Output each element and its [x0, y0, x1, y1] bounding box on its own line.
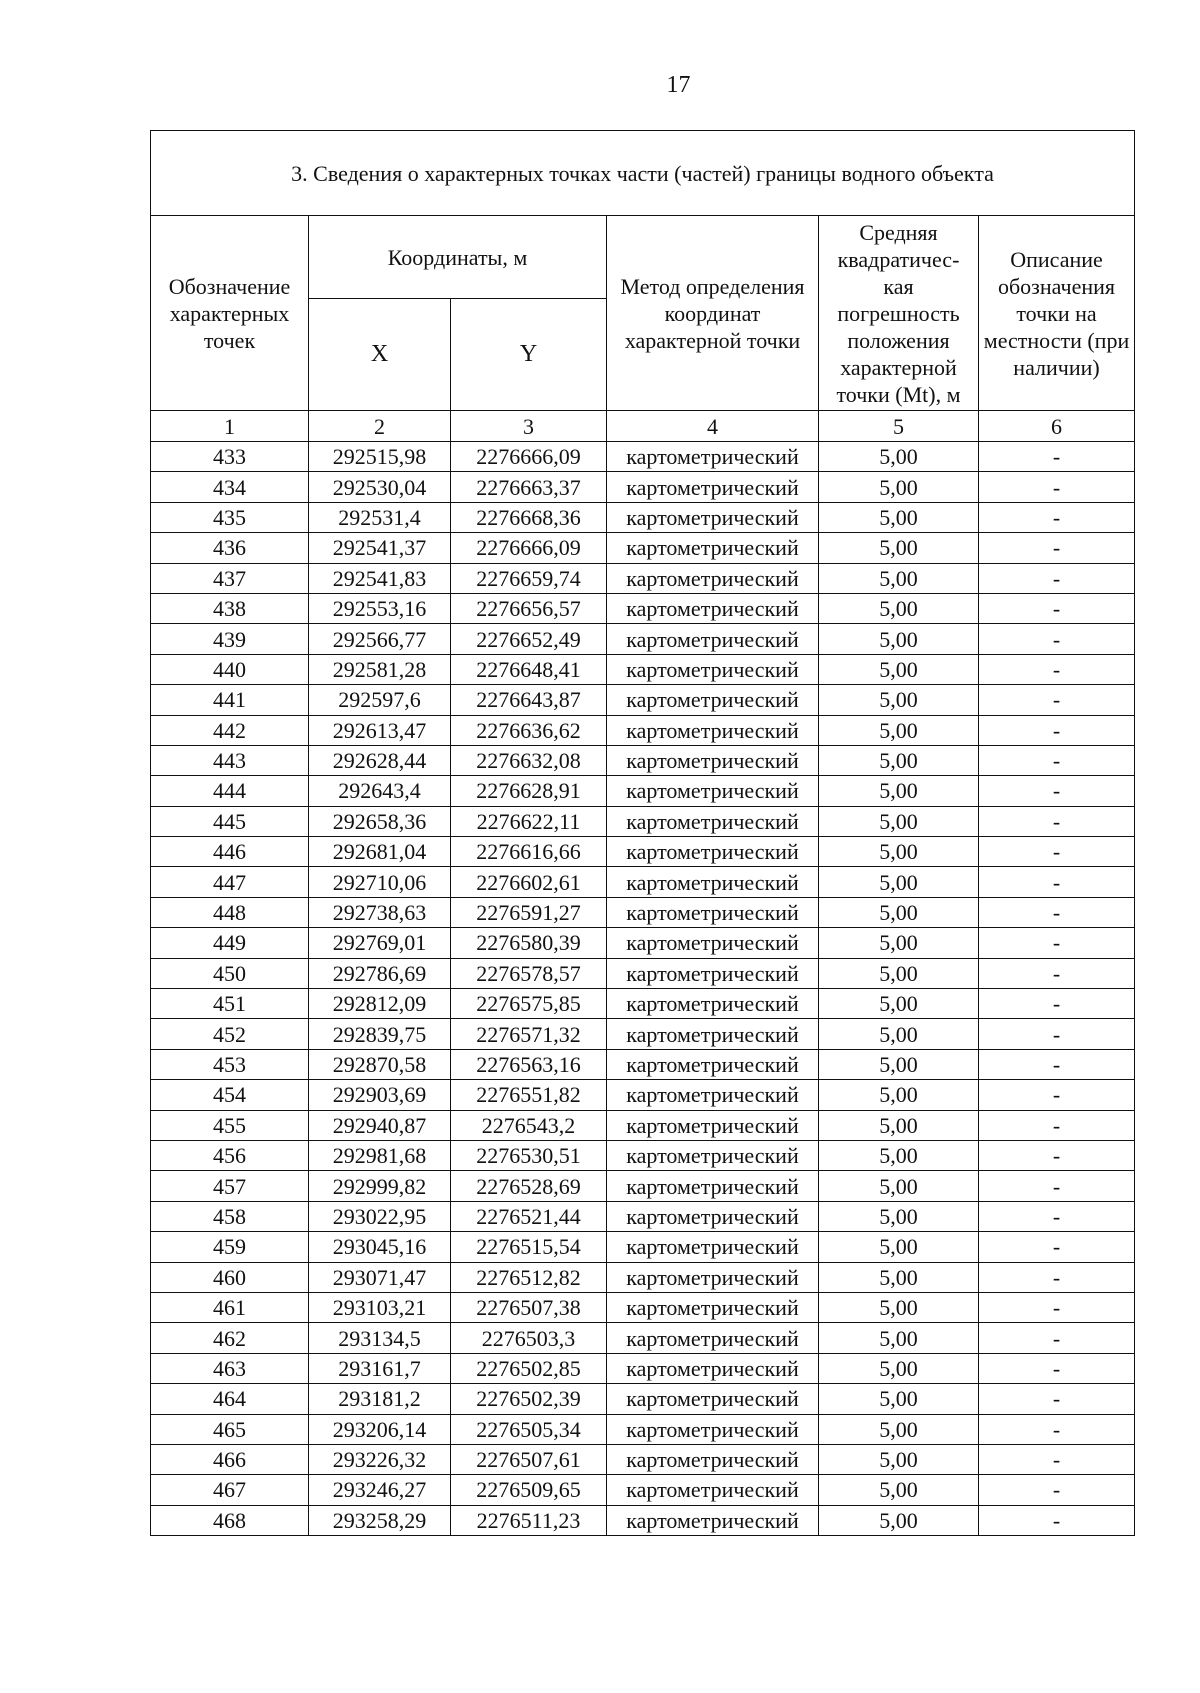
column-number-row [151, 411, 1135, 442]
method-cell: картометрический [607, 837, 819, 867]
method-cell: картометрический [607, 715, 819, 745]
description-cell: - [979, 1475, 1135, 1505]
point-id-cell: 438 [151, 593, 309, 623]
description-cell: - [979, 533, 1135, 563]
method-cell: картометрический [607, 624, 819, 654]
table-row [151, 1049, 1135, 1079]
table-row [151, 1414, 1135, 1444]
table-row [151, 1110, 1135, 1140]
method-cell: картометрический [607, 958, 819, 988]
y-coordinate-cell: 2276578,57 [451, 958, 607, 988]
method-cell: картометрический [607, 897, 819, 927]
point-id-cell: 449 [151, 928, 309, 958]
x-coordinate-cell: 292531,4 [309, 502, 451, 532]
point-id-cell: 439 [151, 624, 309, 654]
table-row [151, 1475, 1135, 1505]
table-row [151, 1323, 1135, 1353]
table-row [151, 654, 1135, 684]
description-cell: - [979, 1080, 1135, 1110]
x-coordinate-cell: 292597,6 [309, 685, 451, 715]
error-cell: 5,00 [819, 1505, 979, 1535]
x-coordinate-cell: 292710,06 [309, 867, 451, 897]
point-id-cell: 454 [151, 1080, 309, 1110]
table-row [151, 958, 1135, 988]
error-cell: 5,00 [819, 1384, 979, 1414]
method-cell: картометрический [607, 1414, 819, 1444]
method-cell: картометрический [607, 1019, 819, 1049]
x-coordinate-cell: 293022,95 [309, 1201, 451, 1231]
description-cell: - [979, 1232, 1135, 1262]
y-coordinate-cell: 2276509,65 [451, 1475, 607, 1505]
error-cell: 5,00 [819, 1049, 979, 1079]
method-cell: картометрический [607, 593, 819, 623]
description-cell: - [979, 654, 1135, 684]
method-cell: картометрический [607, 533, 819, 563]
point-id-cell: 437 [151, 563, 309, 593]
y-coordinate-cell: 2276563,16 [451, 1049, 607, 1079]
y-coordinate-cell: 2276575,85 [451, 989, 607, 1019]
point-id-cell: 457 [151, 1171, 309, 1201]
error-cell: 5,00 [819, 1414, 979, 1444]
error-cell: 5,00 [819, 837, 979, 867]
point-id-cell: 444 [151, 776, 309, 806]
error-cell: 5,00 [819, 897, 979, 927]
table-row [151, 897, 1135, 927]
description-cell: - [979, 745, 1135, 775]
point-id-cell: 447 [151, 867, 309, 897]
x-coordinate-cell: 292870,58 [309, 1049, 451, 1079]
point-id-cell: 458 [151, 1201, 309, 1231]
description-cell: - [979, 806, 1135, 836]
point-id-cell: 450 [151, 958, 309, 988]
error-cell: 5,00 [819, 1019, 979, 1049]
error-cell: 5,00 [819, 502, 979, 532]
y-coordinate-cell: 2276507,61 [451, 1444, 607, 1474]
x-coordinate-cell: 293071,47 [309, 1262, 451, 1292]
table-row [151, 442, 1135, 472]
error-cell: 5,00 [819, 989, 979, 1019]
method-cell: картометрический [607, 472, 819, 502]
error-cell: 5,00 [819, 685, 979, 715]
x-coordinate-cell: 293206,14 [309, 1414, 451, 1444]
error-cell: 5,00 [819, 533, 979, 563]
error-cell: 5,00 [819, 1262, 979, 1292]
method-cell: картометрический [607, 685, 819, 715]
error-cell: 5,00 [819, 776, 979, 806]
table-row [151, 776, 1135, 806]
table-row [151, 563, 1135, 593]
y-coordinate-cell: 2276515,54 [451, 1232, 607, 1262]
x-coordinate-cell: 292643,4 [309, 776, 451, 806]
table-title: 3. Сведения о характерных точках части (частей) границы водного объекта [151, 131, 1135, 216]
y-coordinate-cell: 2276511,23 [451, 1505, 607, 1535]
x-coordinate-cell: 292628,44 [309, 745, 451, 775]
method-cell: картометрический [607, 989, 819, 1019]
point-id-cell: 452 [151, 1019, 309, 1049]
method-cell: картометрический [607, 745, 819, 775]
description-cell: - [979, 1171, 1135, 1201]
y-coordinate-cell: 2276616,66 [451, 837, 607, 867]
table-row [151, 1353, 1135, 1383]
error-cell: 5,00 [819, 624, 979, 654]
point-id-cell: 463 [151, 1353, 309, 1383]
method-cell: картометрический [607, 1323, 819, 1353]
method-cell: картометрический [607, 1201, 819, 1231]
y-coordinate-cell: 2276636,62 [451, 715, 607, 745]
header-error-label: Средняя квадратичес-кая погрешность положения характерной точки (Mt), м [836, 219, 961, 407]
point-id-cell: 441 [151, 685, 309, 715]
method-cell: картометрический [607, 442, 819, 472]
y-coordinate-cell: 2276666,09 [451, 442, 607, 472]
x-coordinate-cell: 292515,98 [309, 442, 451, 472]
table-row [151, 989, 1135, 1019]
table-row [151, 1384, 1135, 1414]
error-cell: 5,00 [819, 1444, 979, 1474]
y-coordinate-cell: 2276659,74 [451, 563, 607, 593]
table-row [151, 502, 1135, 532]
x-coordinate-cell: 293134,5 [309, 1323, 451, 1353]
x-coordinate-cell: 292613,47 [309, 715, 451, 745]
method-cell: картометрический [607, 1262, 819, 1292]
description-cell: - [979, 1019, 1135, 1049]
description-cell: - [979, 776, 1135, 806]
method-cell: картометрический [607, 1353, 819, 1383]
description-cell: - [979, 1444, 1135, 1474]
point-id-cell: 451 [151, 989, 309, 1019]
header-y: Y [451, 299, 607, 411]
header-method-label: Метод определения координат характерной точки [620, 273, 805, 353]
table-row [151, 1232, 1135, 1262]
point-id-cell: 465 [151, 1414, 309, 1444]
table-row [151, 928, 1135, 958]
description-cell: - [979, 928, 1135, 958]
point-id-cell: 442 [151, 715, 309, 745]
x-coordinate-cell: 293181,2 [309, 1384, 451, 1414]
description-cell: - [979, 472, 1135, 502]
point-id-cell: 455 [151, 1110, 309, 1140]
x-coordinate-cell: 292903,69 [309, 1080, 451, 1110]
header-point [151, 216, 309, 411]
x-coordinate-cell: 292530,04 [309, 472, 451, 502]
x-coordinate-cell: 292769,01 [309, 928, 451, 958]
method-cell: картометрический [607, 1384, 819, 1414]
description-cell: - [979, 1262, 1135, 1292]
error-cell: 5,00 [819, 745, 979, 775]
y-coordinate-cell: 2276643,87 [451, 685, 607, 715]
point-id-cell: 453 [151, 1049, 309, 1079]
table-row [151, 1505, 1135, 1535]
x-coordinate-cell: 293161,7 [309, 1353, 451, 1383]
description-cell: - [979, 837, 1135, 867]
header-description-label: Описание обозначения точки на местности (при наличии) [983, 246, 1130, 380]
x-coordinate-cell: 293103,21 [309, 1292, 451, 1322]
x-coordinate-cell: 293045,16 [309, 1232, 451, 1262]
description-cell: - [979, 1292, 1135, 1322]
x-coordinate-cell: 292786,69 [309, 958, 451, 988]
table-row [151, 1292, 1135, 1322]
x-coordinate-cell: 293226,32 [309, 1444, 451, 1474]
x-coordinate-cell: 292940,87 [309, 1110, 451, 1140]
y-coordinate-cell: 2276502,85 [451, 1353, 607, 1383]
table-row [151, 1444, 1135, 1474]
method-cell: картометрический [607, 1292, 819, 1322]
error-cell: 5,00 [819, 1110, 979, 1140]
table-row [151, 624, 1135, 654]
point-id-cell: 468 [151, 1505, 309, 1535]
description-cell: - [979, 1049, 1135, 1079]
error-cell: 5,00 [819, 593, 979, 623]
table-row [151, 1019, 1135, 1049]
y-coordinate-cell: 2276602,61 [451, 867, 607, 897]
x-coordinate-cell: 292681,04 [309, 837, 451, 867]
column-number: 5 [819, 411, 979, 442]
y-coordinate-cell: 2276622,11 [451, 806, 607, 836]
description-cell: - [979, 715, 1135, 745]
point-id-cell: 467 [151, 1475, 309, 1505]
column-number: 2 [309, 411, 451, 442]
x-coordinate-cell: 293258,29 [309, 1505, 451, 1535]
description-cell: - [979, 563, 1135, 593]
point-id-cell: 460 [151, 1262, 309, 1292]
y-coordinate-cell: 2276502,39 [451, 1384, 607, 1414]
table-row [151, 1140, 1135, 1170]
page-number: 17 [666, 72, 691, 98]
y-coordinate-cell: 2276571,32 [451, 1019, 607, 1049]
description-cell: - [979, 442, 1135, 472]
error-cell: 5,00 [819, 1353, 979, 1383]
point-id-cell: 466 [151, 1444, 309, 1474]
error-cell: 5,00 [819, 1171, 979, 1201]
x-coordinate-cell: 292553,16 [309, 593, 451, 623]
point-id-cell: 435 [151, 502, 309, 532]
y-coordinate-cell: 2276512,82 [451, 1262, 607, 1292]
table-row [151, 837, 1135, 867]
x-coordinate-cell: 292541,83 [309, 563, 451, 593]
error-cell: 5,00 [819, 1475, 979, 1505]
header-error [819, 216, 979, 411]
x-coordinate-cell: 292738,63 [309, 897, 451, 927]
error-cell: 5,00 [819, 654, 979, 684]
column-number: 6 [979, 411, 1135, 442]
method-cell: картометрический [607, 1505, 819, 1535]
point-id-cell: 434 [151, 472, 309, 502]
y-coordinate-cell: 2276632,08 [451, 745, 607, 775]
boundary-points-table [150, 130, 1135, 1536]
x-coordinate-cell: 292812,09 [309, 989, 451, 1019]
x-coordinate-cell: 292658,36 [309, 806, 451, 836]
method-cell: картометрический [607, 502, 819, 532]
table-row [151, 593, 1135, 623]
error-cell: 5,00 [819, 563, 979, 593]
method-cell: картометрический [607, 928, 819, 958]
method-cell: картометрический [607, 1140, 819, 1170]
description-cell: - [979, 867, 1135, 897]
y-coordinate-cell: 2276543,2 [451, 1110, 607, 1140]
y-coordinate-cell: 2276663,37 [451, 472, 607, 502]
point-id-cell: 448 [151, 897, 309, 927]
description-cell: - [979, 1505, 1135, 1535]
error-cell: 5,00 [819, 1201, 979, 1231]
point-id-cell: 443 [151, 745, 309, 775]
point-id-cell: 446 [151, 837, 309, 867]
x-coordinate-cell: 292981,68 [309, 1140, 451, 1170]
y-coordinate-cell: 2276591,27 [451, 897, 607, 927]
description-cell: - [979, 1414, 1135, 1444]
error-cell: 5,00 [819, 958, 979, 988]
x-coordinate-cell: 292566,77 [309, 624, 451, 654]
error-cell: 5,00 [819, 1232, 979, 1262]
header-method [607, 216, 819, 411]
point-id-cell: 445 [151, 806, 309, 836]
error-cell: 5,00 [819, 472, 979, 502]
description-cell: - [979, 593, 1135, 623]
method-cell: картометрический [607, 1080, 819, 1110]
x-coordinate-cell: 292541,37 [309, 533, 451, 563]
error-cell: 5,00 [819, 867, 979, 897]
description-cell: - [979, 1201, 1135, 1231]
point-id-cell: 440 [151, 654, 309, 684]
error-cell: 5,00 [819, 1080, 979, 1110]
method-cell: картометрический [607, 776, 819, 806]
point-id-cell: 459 [151, 1232, 309, 1262]
method-cell: картометрический [607, 1171, 819, 1201]
header-coords: Координаты, м [309, 216, 607, 299]
description-cell: - [979, 1353, 1135, 1383]
y-coordinate-cell: 2276505,34 [451, 1414, 607, 1444]
description-cell: - [979, 958, 1135, 988]
y-coordinate-cell: 2276503,3 [451, 1323, 607, 1353]
y-coordinate-cell: 2276551,82 [451, 1080, 607, 1110]
x-coordinate-cell: 292999,82 [309, 1171, 451, 1201]
error-cell: 5,00 [819, 1292, 979, 1322]
description-cell: - [979, 1323, 1135, 1353]
y-coordinate-cell: 2276666,09 [451, 533, 607, 563]
method-cell: картометрический [607, 1110, 819, 1140]
description-cell: - [979, 897, 1135, 927]
table-row [151, 867, 1135, 897]
point-id-cell: 433 [151, 442, 309, 472]
error-cell: 5,00 [819, 442, 979, 472]
y-coordinate-cell: 2276668,36 [451, 502, 607, 532]
column-number: 1 [151, 411, 309, 442]
y-coordinate-cell: 2276652,49 [451, 624, 607, 654]
y-coordinate-cell: 2276656,57 [451, 593, 607, 623]
point-id-cell: 436 [151, 533, 309, 563]
y-coordinate-cell: 2276530,51 [451, 1140, 607, 1170]
method-cell: картометрический [607, 1444, 819, 1474]
method-cell: картометрический [607, 654, 819, 684]
y-coordinate-cell: 2276521,44 [451, 1201, 607, 1231]
description-cell: - [979, 1384, 1135, 1414]
table-row [151, 715, 1135, 745]
header-description [979, 216, 1135, 411]
method-cell: картометрический [607, 563, 819, 593]
point-id-cell: 464 [151, 1384, 309, 1414]
point-id-cell: 462 [151, 1323, 309, 1353]
x-coordinate-cell: 293246,27 [309, 1475, 451, 1505]
description-cell: - [979, 502, 1135, 532]
description-cell: - [979, 1110, 1135, 1140]
point-id-cell: 461 [151, 1292, 309, 1322]
method-cell: картометрический [607, 806, 819, 836]
method-cell: картометрический [607, 1475, 819, 1505]
table-body [151, 442, 1135, 1536]
y-coordinate-cell: 2276628,91 [451, 776, 607, 806]
error-cell: 5,00 [819, 806, 979, 836]
table-row [151, 1201, 1135, 1231]
header-x: X [309, 299, 451, 411]
method-cell: картометрический [607, 1232, 819, 1262]
y-coordinate-cell: 2276648,41 [451, 654, 607, 684]
method-cell: картометрический [607, 1049, 819, 1079]
table-row [151, 472, 1135, 502]
description-cell: - [979, 685, 1135, 715]
y-coordinate-cell: 2276507,38 [451, 1292, 607, 1322]
error-cell: 5,00 [819, 1323, 979, 1353]
point-id-cell: 456 [151, 1140, 309, 1170]
table-row [151, 1080, 1135, 1110]
x-coordinate-cell: 292581,28 [309, 654, 451, 684]
table-row [151, 806, 1135, 836]
error-cell: 5,00 [819, 928, 979, 958]
y-coordinate-cell: 2276580,39 [451, 928, 607, 958]
column-number: 3 [451, 411, 607, 442]
table-row [151, 533, 1135, 563]
header-point-label: Обозначение характерных точек [168, 273, 291, 353]
table-row [151, 685, 1135, 715]
table-row [151, 745, 1135, 775]
description-cell: - [979, 1140, 1135, 1170]
description-cell: - [979, 989, 1135, 1019]
description-cell: - [979, 624, 1135, 654]
error-cell: 5,00 [819, 1140, 979, 1170]
method-cell: картометрический [607, 867, 819, 897]
table-row [151, 1262, 1135, 1292]
y-coordinate-cell: 2276528,69 [451, 1171, 607, 1201]
error-cell: 5,00 [819, 715, 979, 745]
table-row [151, 1171, 1135, 1201]
column-number: 4 [607, 411, 819, 442]
x-coordinate-cell: 292839,75 [309, 1019, 451, 1049]
